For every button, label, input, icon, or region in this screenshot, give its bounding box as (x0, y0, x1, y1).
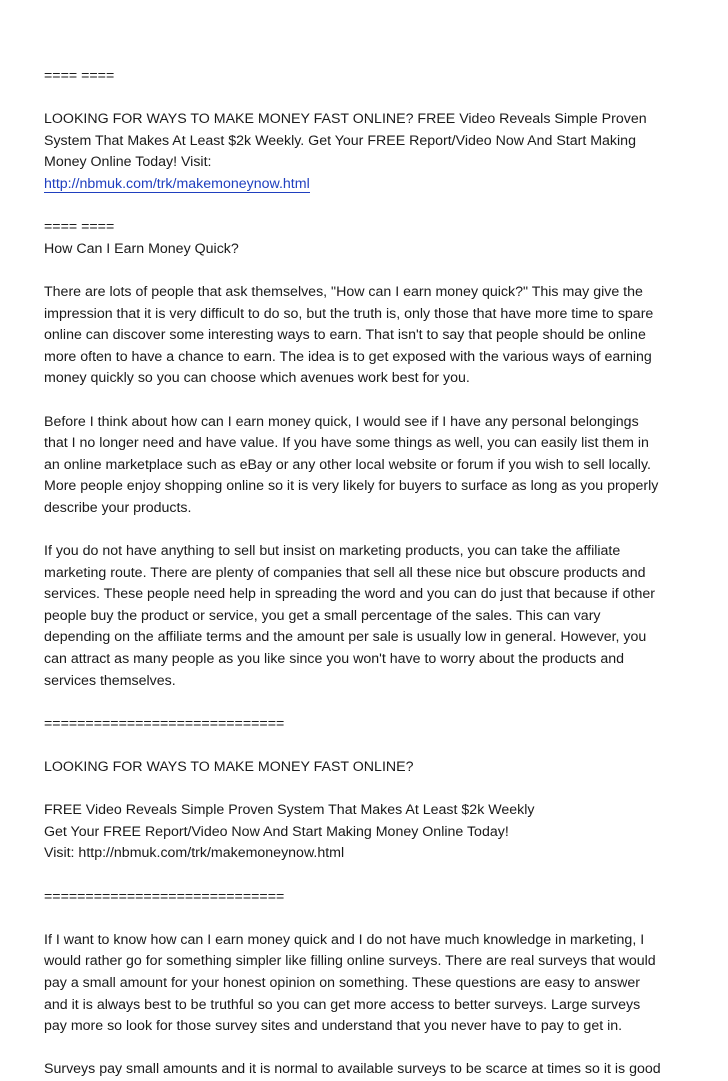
promo-headline: LOOKING FOR WAYS TO MAKE MONEY FAST ONLINE? (44, 759, 414, 775)
paragraph-line: Surveys pay small amounts and it is normal to available surveys to be scarce at times so it is good (44, 1061, 661, 1078)
paragraph-line: people buy the product or service, you get a small percentage of the sales. This can vary (44, 607, 601, 624)
paragraph-line: marketing route. There are plenty of companies that sell all these nice but obscure products and (44, 564, 646, 581)
promo-top (44, 109, 694, 195)
divider-text: ==== ==== (44, 68, 115, 84)
promo-top-line: LOOKING FOR WAYS TO MAKE MONEY FAST ONLINE? FREE Video Reveals Simple Proven (44, 111, 647, 128)
article-paragraph (44, 282, 694, 390)
paragraph-line: an online marketplace such as eBay or any other local website or forum if you wish to sell locally. (44, 456, 651, 473)
paragraph-line: and it is always best to be truthful so you can get more access to better surveys. Large surveys (44, 996, 641, 1013)
paragraph-line: depending on the affiliate terms and the amount per sale is usually low in general. However, you (44, 629, 647, 646)
article-paragraph (44, 412, 694, 520)
paragraph-line: services themselves. (44, 672, 176, 689)
promo-top-line: System That Makes At Least $2k Weekly. Get Your FREE Report/Video Now And Start Making (44, 132, 636, 149)
paragraph-line: online can discover some interesting ways to earn. That isn't to say that people should be online (44, 327, 646, 344)
paragraph-line: more often to have a chance to earn. The idea is to get exposed with the various ways of earning (44, 348, 652, 365)
paragraph-line: impression that it is very difficult to do so, but the truth is, only those that have more time to spare (44, 305, 654, 322)
divider-text: ============================= (44, 715, 285, 732)
article-paragraph (44, 541, 694, 692)
paragraph-line: pay more so look for those survey sites and understand that you never have to pay to get in. (44, 1018, 623, 1035)
divider-text: ============================= (44, 888, 285, 905)
paragraph-line: If I want to know how can I earn money quick and I do not have much knowledge in marketing, I (44, 931, 645, 948)
promo-box-divider-top (44, 714, 694, 736)
paragraph-line: Before I think about how can I earn money quick, I would see if I have any personal belongings (44, 413, 639, 430)
paragraph-line: More people enjoy shopping online so it is very likely for buyers to surface as long as you properly (44, 478, 659, 495)
promo-box-divider-bottom (44, 887, 694, 909)
paragraph-line: can attract as many people as you like since you won't have to worry about the products and (44, 651, 624, 668)
paragraph-line: pay a small amount for your honest opinion on something. These questions are easy to answer (44, 974, 640, 991)
paragraph-line: money quickly so you can choose which avenues work best for you. (44, 370, 470, 387)
promo-link[interactable]: http://nbmuk.com/trk/makemoneynow.html (44, 175, 310, 192)
article-paragraph (44, 930, 694, 1038)
promo-line: Get Your FREE Report/Video Now And Start Making Money Online Today! (44, 823, 509, 840)
header-divider (44, 66, 694, 88)
promo-line: FREE Video Reveals Simple Proven System That Makes At Least $2k Weekly (44, 802, 535, 819)
promo-line: Visit: http://nbmuk.com/trk/makemoneynow.html (44, 845, 345, 862)
article-paragraph (44, 1059, 694, 1081)
article-divider: ==== ==== (44, 219, 115, 236)
paragraph-line: services. These people need help in spreading the word and you can do just that because if other (44, 586, 655, 603)
promo-box-headline (44, 757, 694, 779)
article-header (44, 217, 694, 260)
promo-box-body (44, 800, 694, 865)
document-page (44, 66, 694, 1081)
article-title: How Can I Earn Money Quick? (44, 240, 239, 257)
paragraph-line: describe your products. (44, 499, 192, 516)
paragraph-line: There are lots of people that ask themselves, "How can I earn money quick?" This may give the (44, 283, 643, 300)
promo-top-line: Money Online Today! Visit: (44, 154, 212, 171)
paragraph-line: that I no longer need and have value. If you have some things as well, you can easily list them in (44, 435, 649, 452)
paragraph-line: would rather go for something simpler like filling online surveys. There are real surveys that would (44, 953, 656, 970)
paragraph-line: If you do not have anything to sell but insist on marketing products, you can take the affiliate (44, 543, 621, 560)
